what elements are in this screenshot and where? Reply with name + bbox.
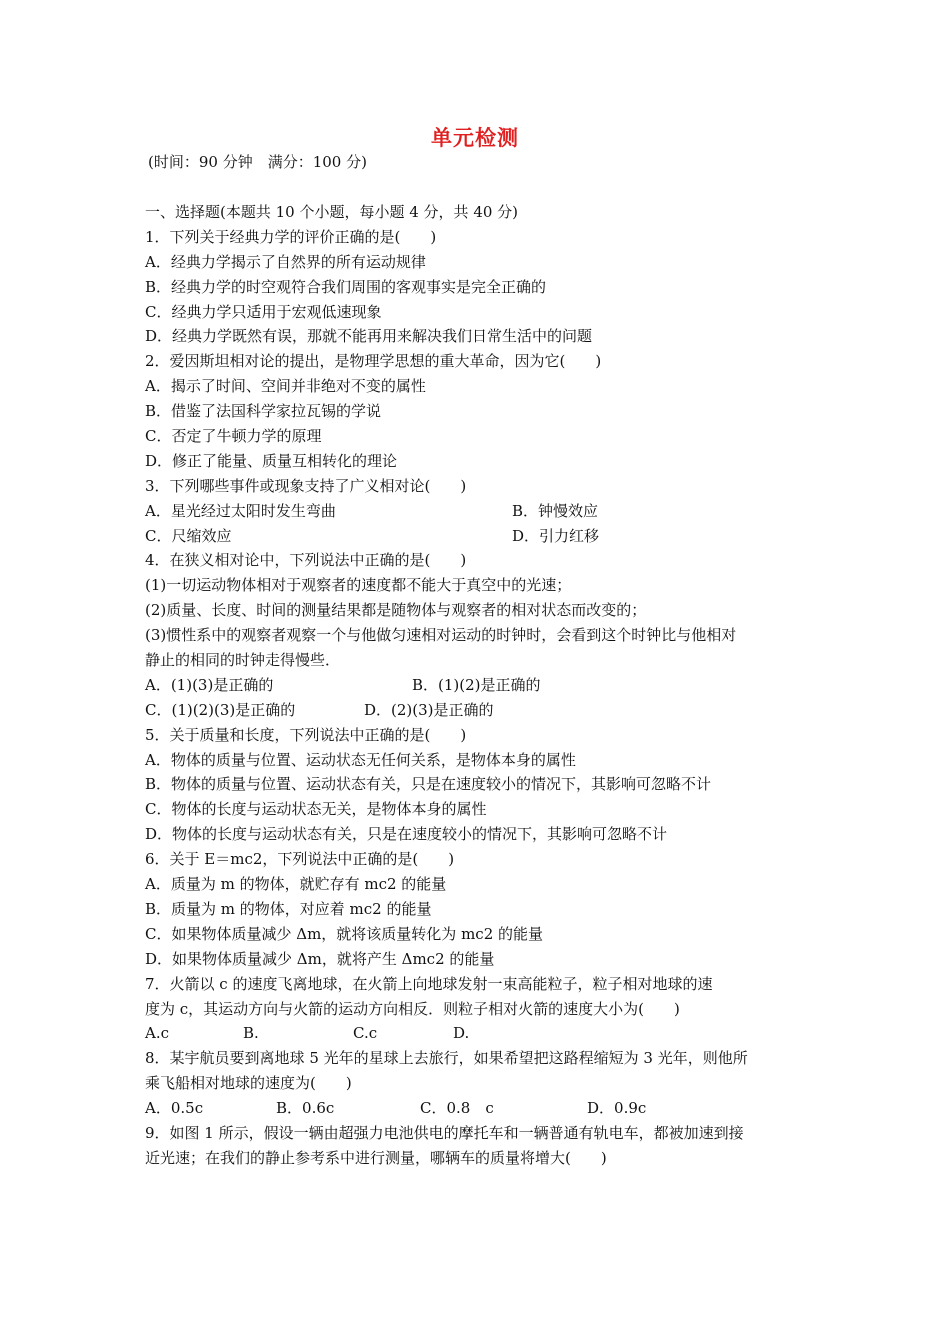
q7-option-c: C.c <box>353 1024 378 1043</box>
q8-option-a: A．0.5c <box>145 1099 204 1118</box>
q4-option-d: D．(2)(3)是正确的 <box>364 700 494 719</box>
q7-stem-cont: 度为 c，其运动方向与火箭的运动方向相反．则粒子相对火箭的速度大小为( ) <box>145 999 680 1018</box>
q8-option-d: D．0.9c <box>587 1099 647 1118</box>
q4-option-a: A．(1)(3)是正确的 <box>145 675 274 694</box>
q4-options-row1 <box>145 673 815 698</box>
q3-option-c: C．尺缩效应 <box>145 526 232 545</box>
q8-option-b: B．0.6c <box>276 1099 335 1118</box>
q2-option-b: B．借鉴了法国科学家拉瓦锡的学说 <box>145 402 382 421</box>
page-title: 单元检测 <box>431 125 519 150</box>
q6-option-b: B．质量为 m 的物体，对应着 mc2 的能量 <box>145 899 432 918</box>
q3-options-row2 <box>145 524 815 549</box>
q7-option-a: A.c <box>145 1024 170 1043</box>
q3-stem: 3．下列哪些事件或现象支持了广义相对论( ) <box>145 476 467 495</box>
q1-option-a: A．经典力学揭示了自然界的所有运动规律 <box>145 252 426 271</box>
q1-option-d: D．经典力学既然有误，那就不能再用来解决我们日常生活中的问题 <box>145 327 593 346</box>
q5-option-b: B．物体的质量与位置、运动状态有关，只是在速度较小的情况下，其影响可忽略不计 <box>145 775 712 794</box>
q1-stem: 1．下列关于经典力学的评价正确的是( ) <box>145 227 437 246</box>
q8-options <box>145 1096 815 1121</box>
q5-option-a: A．物体的质量与位置、运动状态无任何关系，是物体本身的属性 <box>145 750 576 769</box>
q5-option-c: C．物体的长度与运动状态无关，是物体本身的属性 <box>145 800 487 819</box>
q6-stem: 6．关于 E＝mc2，下列说法中正确的是( ) <box>145 850 455 869</box>
q2-option-c: C．否定了牛顿力学的原理 <box>145 427 322 446</box>
q7-option-b: B. <box>243 1024 259 1043</box>
q4-statement-1: (1)一切运动物体相对于观察者的速度都不能大于真空中的光速； <box>145 576 572 595</box>
q7-options <box>145 1021 815 1046</box>
q2-option-a: A．揭示了时间、空间并非绝对不变的属性 <box>145 377 426 396</box>
q3-option-b: B．钟慢效应 <box>512 501 599 520</box>
q2-option-d: D．修正了能量、质量互相转化的理论 <box>145 451 398 470</box>
q3-options-row1 <box>145 499 815 524</box>
q3-option-d: D．引力红移 <box>512 526 600 545</box>
q5-option-d: D．物体的长度与运动状态有关，只是在速度较小的情况下，其影响可忽略不计 <box>145 825 668 844</box>
q7-option-d: D. <box>453 1024 470 1043</box>
q4-options-row2 <box>145 698 815 723</box>
q9-stem: 9．如图 1 所示，假设一辆由超强力电池供电的摩托车和一辆普通有轨电车，都被加速到接 <box>145 1123 744 1142</box>
q4-option-c: C．(1)(2)(3)是正确的 <box>145 700 296 719</box>
q8-stem: 8．某宇航员要到离地球 5 光年的星球上去旅行，如果希望把这路程缩短为 3 光年，则他所 <box>145 1049 748 1068</box>
q5-stem: 5．关于质量和长度，下列说法中正确的是( ) <box>145 725 467 744</box>
section-heading: 一、选择题(本题共 10 个小题，每小题 4 分，共 40 分) <box>145 203 519 221</box>
q8-option-c: C．0.8 c <box>420 1099 494 1118</box>
q6-option-a: A．质量为 m 的物体，就贮存有 mc2 的能量 <box>145 875 447 894</box>
q1-option-c: C．经典力学只适用于宏观低速现象 <box>145 302 382 321</box>
q3-option-a: A．星光经过太阳时发生弯曲 <box>145 501 336 520</box>
q6-option-d: D．如果物体质量减少 Δm，就将产生 Δmc2 的能量 <box>145 949 495 968</box>
q4-statement-3-cont: 静止的相同的时钟走得慢些． <box>145 651 341 670</box>
q4-statement-2: (2)质量、长度、时间的测量结果都是随物体与观察者的相对状态而改变的； <box>145 601 647 620</box>
q9-stem-cont: 近光速；在我们的静止参考系中进行测量，哪辆车的质量将增大( ) <box>145 1148 607 1167</box>
q2-stem: 2．爱因斯坦相对论的提出，是物理学思想的重大革命，因为它( ) <box>145 352 602 371</box>
q8-stem-cont: 乘飞船相对地球的速度为( ) <box>145 1074 352 1093</box>
q4-stem: 4．在狭义相对论中，下列说法中正确的是( ) <box>145 551 467 570</box>
q1-option-b: B．经典力学的时空观符合我们周围的客观事实是完全正确的 <box>145 277 547 296</box>
question-list <box>145 200 815 1171</box>
q4-statement-3: (3)惯性系中的观察者观察一个与他做匀速相对运动的时钟时，会看到这个时钟比与他相对 <box>145 626 737 645</box>
exam-info: (时间：90 分钟 满分：100 分) <box>148 153 367 171</box>
q6-option-c: C．如果物体质量减少 Δm，就将该质量转化为 mc2 的能量 <box>145 924 544 943</box>
q7-stem: 7．火箭以 c 的速度飞离地球，在火箭上向地球发射一束高能粒子，粒子相对地球的速 <box>145 974 713 993</box>
q4-option-b: B．(1)(2)是正确的 <box>412 675 541 694</box>
